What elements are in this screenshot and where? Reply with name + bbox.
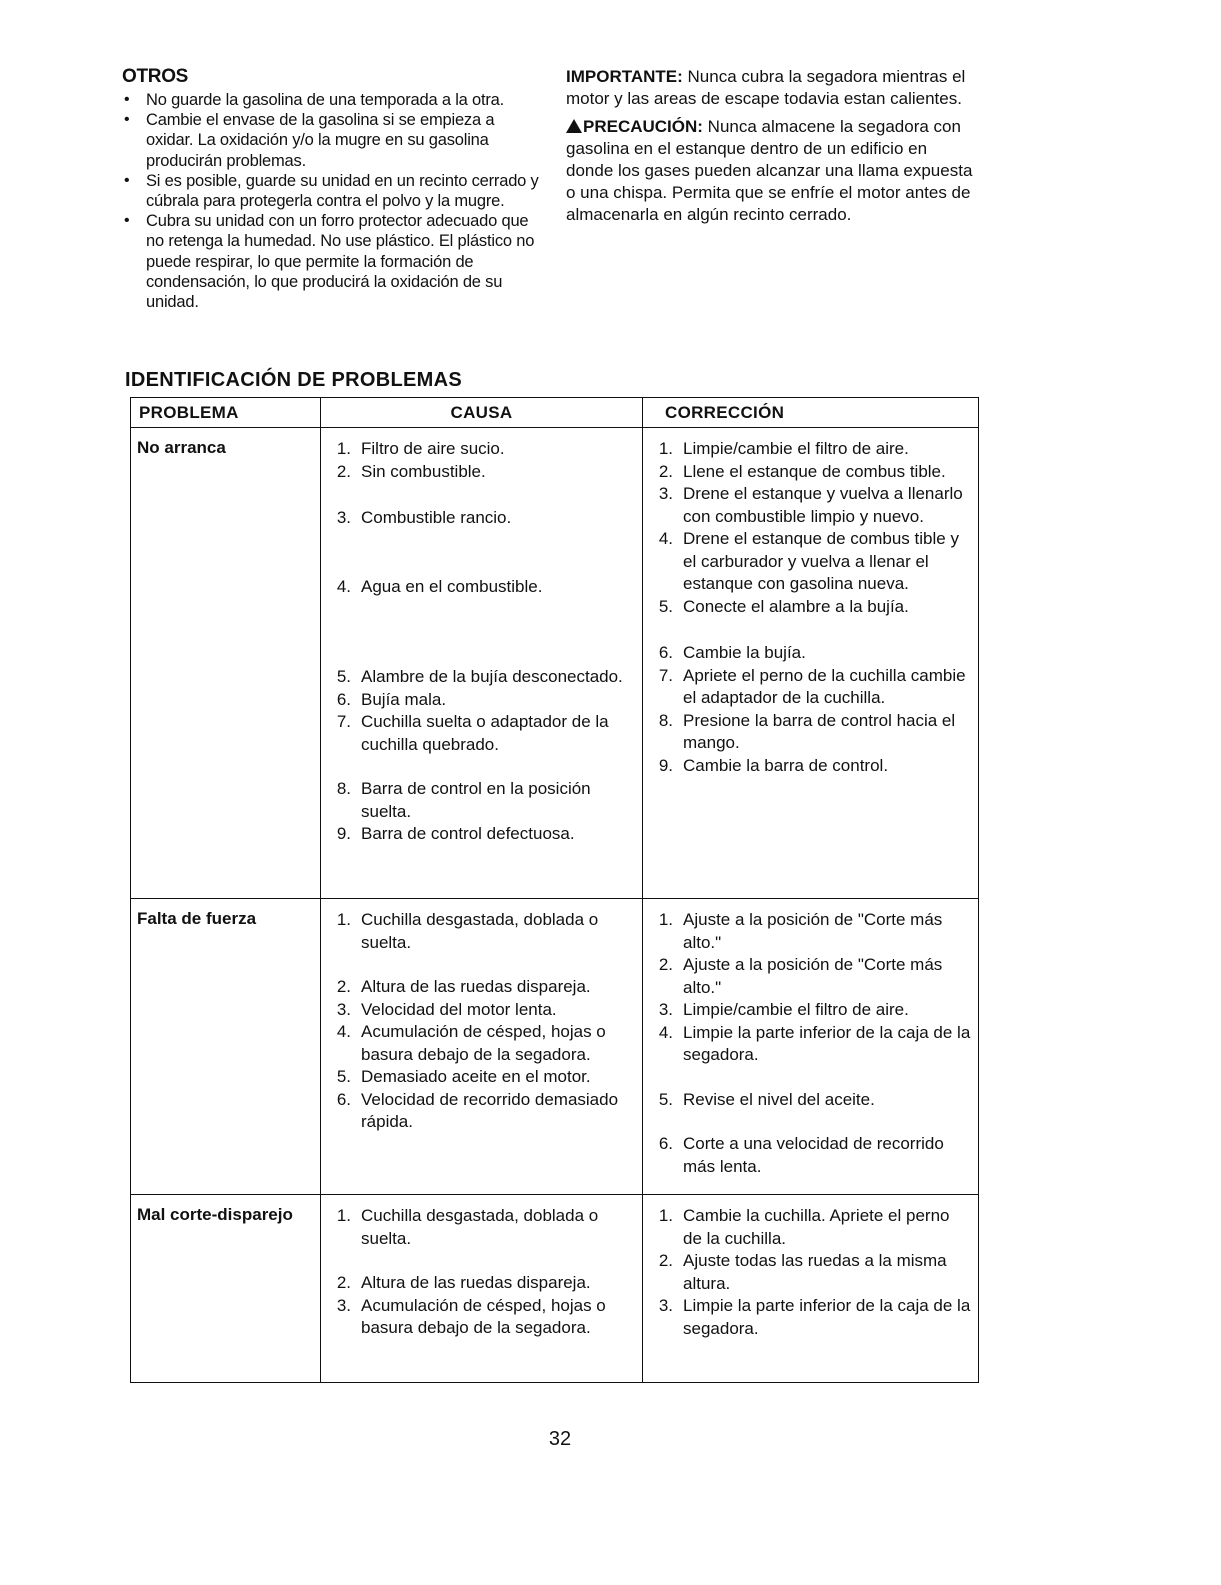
causa-item-text: Altura de las ruedas dispareja. <box>361 1273 591 1292</box>
causa-item <box>327 461 636 484</box>
correccion-item <box>649 909 972 954</box>
causa-item <box>327 1205 636 1250</box>
precaucion-note <box>566 116 976 226</box>
causa-item-number: 1. <box>336 439 351 458</box>
correccion-item-text: Limpie/cambie el filtro de aire. <box>683 439 909 458</box>
correccion-item-number: 1. <box>658 439 673 458</box>
correccion-item-text: Drene el estanque de combus tible y el carburador y vuelva a llenar el estanque con gasolina nueva. <box>683 529 959 593</box>
otros-list <box>120 90 540 312</box>
correccion-item-number: 2. <box>658 955 673 974</box>
causa-item-text: Cuchilla desgastada, doblada o suelta. <box>361 1206 599 1248</box>
correccion-item-number: 1. <box>658 1206 673 1225</box>
causa-item-number: 8. <box>336 779 351 798</box>
table-row <box>131 1195 979 1383</box>
problema-cell: Mal corte-disparejo <box>131 1195 321 1383</box>
causa-item-text: Filtro de aire sucio. <box>361 439 505 458</box>
correccion-item-text: Limpie la parte inferior de la caja de la segadora. <box>683 1022 971 1064</box>
importante-label: IMPORTANTE: <box>566 67 683 86</box>
table-header-row <box>131 398 979 428</box>
causa-item-text: Velocidad del motor lenta. <box>361 999 557 1019</box>
causa-item-number: 3. <box>336 999 351 1019</box>
causa-item-number: 7. <box>336 712 351 731</box>
causa-cell-list <box>327 438 636 846</box>
precaucion-text: Nunca almacene la segadora con gasolina en el estanque dentro de un edificio en donde los gases pueden alcanzar una llama expuesta o una chispa. Permita que se enfríe el motor antes de almacenarla en algún recinto cerrado. <box>566 117 973 224</box>
correccion-item-number: 3. <box>658 1296 673 1315</box>
causa-item-text: Alambre de la bujía desconectado. <box>361 667 623 686</box>
correccion-cell-list <box>649 438 972 777</box>
causa-item-text: Cuchilla suelta o adaptador de la cuchilla quebrado. <box>361 712 609 754</box>
correccion-item <box>649 438 972 461</box>
causa-item-number: 4. <box>336 1022 351 1041</box>
causa-item <box>327 1089 636 1134</box>
causa-cell <box>321 1195 643 1383</box>
otros-item: • Cambie el envase de la gasolina si se empieza a oxidar. La oxidación y/o la mugre en su gasolina producirán problemas. <box>120 110 540 171</box>
causa-item <box>327 999 636 1022</box>
correccion-item <box>649 528 972 596</box>
causa-cell <box>321 428 643 899</box>
correccion-item-number: 2. <box>658 461 673 481</box>
correccion-item <box>649 1133 972 1178</box>
correccion-item-number: 9. <box>658 755 673 775</box>
causa-item <box>327 1272 636 1295</box>
causa-item-number: 5. <box>336 1067 351 1086</box>
causa-item <box>327 778 636 823</box>
causa-item-number: 9. <box>336 824 351 843</box>
warning-triangle-icon <box>566 119 582 133</box>
causa-item-text: Barra de control defectuosa. <box>361 824 575 843</box>
causa-item-number: 2. <box>336 461 351 481</box>
otros-section <box>120 66 540 312</box>
correccion-item-text: Limpie/cambie el filtro de aire. <box>683 1000 909 1019</box>
correccion-item <box>649 1250 972 1295</box>
correccion-item-text: Cambie la cuchilla. Apriete el perno de la cuchilla. <box>683 1206 950 1248</box>
causa-item <box>327 666 636 689</box>
correccion-item-text: Ajuste a la posición de "Corte más alto." <box>683 910 943 952</box>
otros-item: • No guarde la gasolina de una temporada a la otra. <box>120 90 540 110</box>
causa-item-number: 6. <box>336 1089 351 1109</box>
importante-note <box>566 66 976 110</box>
causa-item <box>327 1021 636 1066</box>
correccion-item-text: Apriete el perno de la cuchilla cambie el adaptador de la cuchilla. <box>683 665 966 707</box>
importante-text: Nunca cubra la segadora mientras el motor y las areas de escape todavia estan calientes. <box>566 67 966 108</box>
correccion-item <box>649 642 972 665</box>
correccion-item-text: Revise el nivel del aceite. <box>683 1089 875 1109</box>
problema-cell: No arranca <box>131 428 321 899</box>
correccion-cell <box>643 1195 979 1383</box>
causa-item <box>327 507 636 530</box>
otros-item: • Cubra su unidad con un forro protector adecuado que no retenga la humedad. No use plástico. El plástico no puede respirar, lo que permite la formación de condensación, lo que producirá la oxidación de su unidad. <box>120 211 540 312</box>
causa-cell <box>321 899 643 1195</box>
causa-item-text: Barra de control en la posición suelta. <box>361 779 591 821</box>
causa-item-number: 3. <box>336 508 351 527</box>
correccion-item-text: Llene el estanque de combus tible. <box>683 461 946 481</box>
header-causa: CAUSA <box>321 398 643 428</box>
causa-item-number: 3. <box>336 1295 351 1315</box>
correccion-item-number: 1. <box>658 910 673 929</box>
causa-item <box>327 909 636 954</box>
correccion-item <box>649 1295 972 1340</box>
causa-cell-list <box>327 909 636 1134</box>
correccion-cell-list <box>649 1205 972 1340</box>
correccion-cell-list <box>649 909 972 1178</box>
otros-item: • Si es posible, guarde su unidad en un recinto cerrado y cúbrala para protegerla contra el polvo y la mugre. <box>120 171 540 211</box>
correccion-item <box>649 483 972 528</box>
correccion-item-number: 4. <box>658 529 673 548</box>
header-correccion: CORRECCIÓN <box>643 398 979 428</box>
causa-item <box>327 1295 636 1340</box>
page-number: 32 <box>548 1428 572 1450</box>
causa-item-text: Bujía mala. <box>361 689 447 709</box>
correccion-item-text: Conecte el alambre a la bujía. <box>683 596 909 616</box>
causa-item-number: 1. <box>336 910 351 929</box>
correccion-cell <box>643 428 979 899</box>
causa-item-number: 2. <box>336 1273 351 1292</box>
problema-cell: Falta de fuerza <box>131 899 321 1195</box>
causa-item-text: Acumulación de césped, hojas o basura debajo de la segadora. <box>361 1022 606 1064</box>
correccion-item-number: 5. <box>658 596 673 616</box>
correccion-item-text: Corte a una velocidad de recorrido más lenta. <box>683 1134 944 1176</box>
correccion-item-text: Ajuste todas las ruedas a la misma altura. <box>683 1251 947 1293</box>
correccion-cell <box>643 899 979 1195</box>
otros-title: OTROS <box>122 66 189 87</box>
correccion-item-number: 7. <box>658 665 673 685</box>
causa-item <box>327 711 636 756</box>
causa-item-number: 6. <box>336 689 351 709</box>
correccion-item <box>649 755 972 778</box>
correccion-item-text: Cambie la bujía. <box>683 643 806 662</box>
causa-item-text: Altura de las ruedas dispareja. <box>361 977 591 996</box>
causa-item-text: Combustible rancio. <box>361 508 512 527</box>
correccion-item <box>649 999 972 1022</box>
causa-item <box>327 976 636 999</box>
correccion-item-text: Ajuste a la posición de "Corte más alto." <box>683 955 943 997</box>
troubleshooting-table <box>130 397 979 1383</box>
correccion-item-number: 4. <box>658 1022 673 1042</box>
correccion-item <box>649 710 972 755</box>
causa-item-text: Acumulación de césped, hojas o basura debajo de la segadora. <box>361 1295 606 1337</box>
correccion-item-text: Cambie la barra de control. <box>683 755 889 775</box>
causa-item <box>327 576 636 599</box>
correccion-item-number: 6. <box>658 1134 673 1153</box>
correccion-item-number: 8. <box>658 710 673 730</box>
causa-item <box>327 438 636 461</box>
table-body <box>131 428 979 1383</box>
table-row <box>131 428 979 899</box>
causa-item-text: Sin combustible. <box>361 461 486 481</box>
causa-item <box>327 1066 636 1089</box>
causa-item-text: Velocidad de recorrido demasiado rápida. <box>361 1089 619 1131</box>
correccion-item <box>649 1205 972 1250</box>
correccion-item-text: Presione la barra de control hacia el mango. <box>683 710 956 752</box>
correccion-item <box>649 1089 972 1112</box>
causa-item-number: 4. <box>336 576 351 596</box>
correccion-item <box>649 596 972 619</box>
causa-item-text: Agua en el combustible. <box>361 576 543 596</box>
causa-item <box>327 823 636 846</box>
correccion-item <box>649 665 972 710</box>
correccion-item <box>649 954 972 999</box>
table-row <box>131 899 979 1195</box>
header-problema: PROBLEMA <box>131 398 321 428</box>
causa-item-number: 2. <box>336 977 351 996</box>
causa-cell-list <box>327 1205 636 1340</box>
causa-item-text: Demasiado aceite en el motor. <box>361 1067 591 1086</box>
causa-item-number: 1. <box>336 1206 351 1225</box>
correccion-item-number: 5. <box>658 1089 673 1109</box>
causa-item-text: Cuchilla desgastada, doblada o suelta. <box>361 910 599 952</box>
correccion-item-text: Drene el estanque y vuelva a llenarlo con combustible limpio y nuevo. <box>683 484 963 526</box>
precaucion-label: PRECAUCIÓN: <box>583 117 703 136</box>
correccion-item-number: 3. <box>658 1000 673 1019</box>
section-title: IDENTIFICACIÓN DE PROBLEMAS <box>125 369 462 391</box>
correccion-item-number: 3. <box>658 484 673 503</box>
storage-notes <box>566 66 976 232</box>
correccion-item <box>649 1022 972 1067</box>
causa-item-number: 5. <box>336 667 351 686</box>
correccion-item <box>649 461 972 484</box>
causa-item <box>327 689 636 712</box>
correccion-item-number: 6. <box>658 643 673 662</box>
correccion-item-number: 2. <box>658 1251 673 1270</box>
correccion-item-text: Limpie la parte inferior de la caja de la segadora. <box>683 1296 971 1338</box>
